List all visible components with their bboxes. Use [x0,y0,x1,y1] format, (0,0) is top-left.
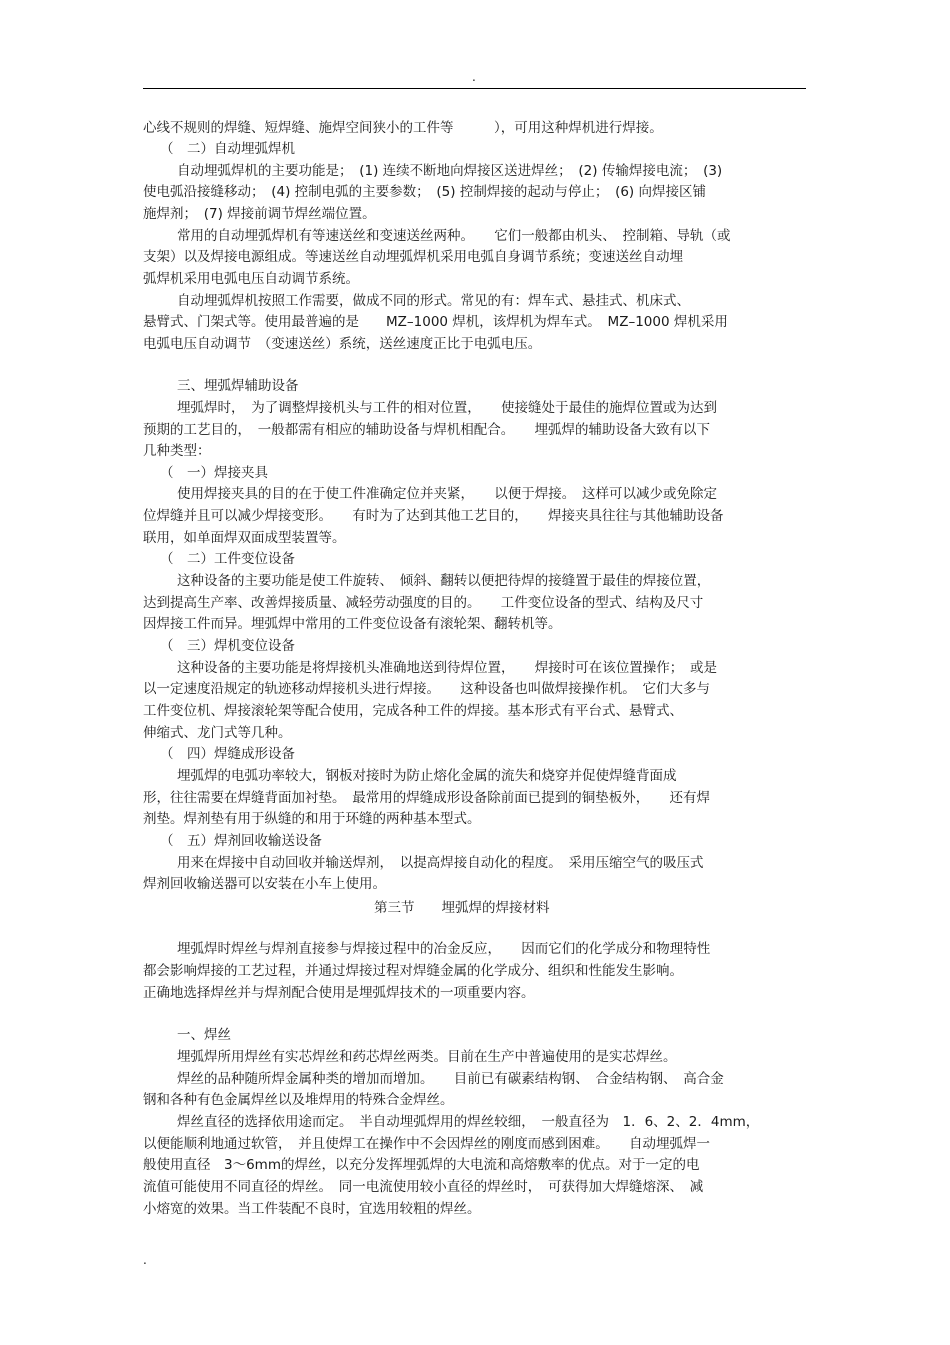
section-heading: （ 三）焊机变位设备 [160,638,295,654]
text-line: 小熔宽的效果。当工件装配不良时，宜选用较粗的焊丝。 [143,1201,481,1217]
section-heading: 三、埋弧焊辅助设备 [177,378,299,394]
text-line: 预期的工艺目的， 一般都需有相应的辅助设备与焊机相配合。 埋弧焊的辅助设备大致有以下 [143,422,710,438]
text-line: 位焊缝并且可以减少焊接变形。 有时为了达到其他工艺目的， 焊接夹具往往与其他辅助设备 [143,508,724,524]
text-line: 使用焊接夹具的目的在于使工件准确定位并夹紧， 以便于焊接。 这样可以减少或免除定 [177,486,717,502]
header-dot: . [472,70,476,84]
text-line: 弧焊机采用电弧电压自动调节系统。 [143,271,359,287]
text-line: 钢和各种有色金属焊丝以及堆焊用的特殊合金焊丝。 [143,1092,454,1108]
text-line: 埋弧焊时焊丝与焊剂直接参与焊接过程中的冶金反应， 因而它们的化学成分和物理特性 [177,941,711,957]
text-line: 使电弧沿接缝移动； (4) 控制电弧的主要参数； (5) 控制焊接的起动与停止； (6) 向焊接区铺 [143,184,706,200]
text-line: 以便能顺利地通过软管， 并且使焊工在操作中不会因焊丝的刚度而感到困难。 自动埋弧焊一 [143,1136,710,1152]
text-line: 这种设备的主要功能是将焊接机头准确地送到待焊位置， 焊接时可在该位置操作； 或是 [177,660,717,676]
section-heading: 一、焊丝 [177,1027,231,1043]
text-line: 都会影响焊接的工艺过程，并通过焊接过程对焊缝金属的化学成分、组织和性能发生影响。 [143,963,683,979]
text-line: 用来在焊接中自动回收并输送焊剂， 以提高焊接自动化的程度。 采用压缩空气的吸压式 [177,855,704,871]
text-line: 悬臂式、门架式等。使用最普遍的是 MZ–1000 焊机，该焊机为焊车式。 MZ–1000 焊机采用 [143,314,728,330]
chapter-section-title: 第三节 埋弧焊的焊接材料 [374,900,550,916]
text-line: 达到提高生产率、改善焊接质量、减轻劳动强度的目的。 工件变位设备的型式、结构及尺寸 [143,595,704,611]
text-line: 联用，如单面焊双面成型装置等。 [143,530,346,546]
section-heading: （ 二）自动埋弧焊机 [160,141,295,157]
text-line: 正确地选择焊丝并与焊剂配合使用是埋弧焊技术的一项重要内容。 [143,985,535,1001]
text-line: 埋弧焊时， 为了调整焊接机头与工件的相对位置， 使接缝处于最佳的施焊位置或为达到 [177,400,717,416]
text-line: 支架）以及焊接电源组成。等速送丝自动埋弧焊机采用电弧自身调节系统；变速送丝自动埋 [143,249,683,265]
text-line: 常用的自动埋弧焊机有等速送丝和变速送丝两种。 它们一般都由机头、 控制箱、导轨（或 [177,228,731,244]
section-heading: （ 四）焊缝成形设备 [160,746,295,762]
section-heading: （ 五）焊剂回收输送设备 [160,833,322,849]
text-line: 般使用直径 3～6mm的焊丝，以充分发挥埋弧焊的大电流和高熔敷率的优点。对于一定的电 [143,1157,700,1173]
text-line: 埋弧焊所用焊丝有实芯焊丝和药芯焊丝两类。目前在生产中普遍使用的是实芯焊丝。 [177,1049,677,1065]
text-line: 工件变位机、焊接滚轮架等配合使用，完成各种工件的焊接。基本形式有平台式、悬臂式、 [143,703,683,719]
text-line: 施焊剂； (7) 焊接前调节焊丝端位置。 [143,206,376,222]
text-line: 以一定速度沿规定的轨迹移动焊接机头进行焊接。 这种设备也叫做焊接操作机。 它们大多与 [143,681,710,697]
footer-dot: . [143,1253,147,1267]
header-rule [143,88,806,89]
text-line: 因焊接工件而异。埋弧焊中常用的工件变位设备有滚轮架、翻转机等。 [143,616,562,632]
text-line: 焊丝直径的选择依用途而定。 半自动埋弧焊用的焊丝较细， 一般直径为 1．6、2、2．4mm， [177,1114,760,1130]
text-line: 剂垫。焊剂垫有用于纵缝的和用于环缝的两种基本型式。 [143,811,481,827]
text-line: 焊丝的品种随所焊金属种类的增加而增加。 目前已有碳素结构钢、 合金结构钢、 高合金 [177,1071,724,1087]
text-line: 埋弧焊的电弧功率较大，钢板对接时为防止熔化金属的流失和烧穿并促使焊缝背面成 [177,768,677,784]
text-line: 电弧电压自动调节 （变速送丝）系统，送丝速度正比于电弧电压。 [143,336,542,352]
text-line: 流值可能使用不同直径的焊丝。 同一电流使用较小直径的焊丝时， 可获得加大焊缝熔深、 减 [143,1179,704,1195]
text-line: 焊剂回收输送器可以安装在小车上使用。 [143,876,386,892]
text-line: 伸缩式、龙门式等几种。 [143,725,292,741]
text-line: 这种设备的主要功能是使工件旋转、 倾斜、翻转以便把待焊的接缝置于最佳的焊接位置， [177,573,711,589]
text-line: 心线不规则的焊缝、短焊缝、施焊空间狭小的工件等 ），可用这种焊机进行焊接。 [143,120,663,136]
section-heading: （ 二）工件变位设备 [160,551,295,567]
text-line: 自动埋弧焊机按照工作需要，做成不同的形式。常见的有：焊车式、悬挂式、机床式、 [177,293,690,309]
section-heading: （ 一）焊接夹具 [160,465,268,481]
text-line: 自动埋弧焊机的主要功能是； (1) 连续不断地向焊接区送进焊丝； (2) 传输焊接电流； (3) [177,163,723,179]
text-line: 几种类型： [143,443,211,459]
text-line: 形，往往需要在焊缝背面加衬垫。 最常用的焊缝成形设备除前面已提到的铜垫板外， 还有焊 [143,790,710,806]
